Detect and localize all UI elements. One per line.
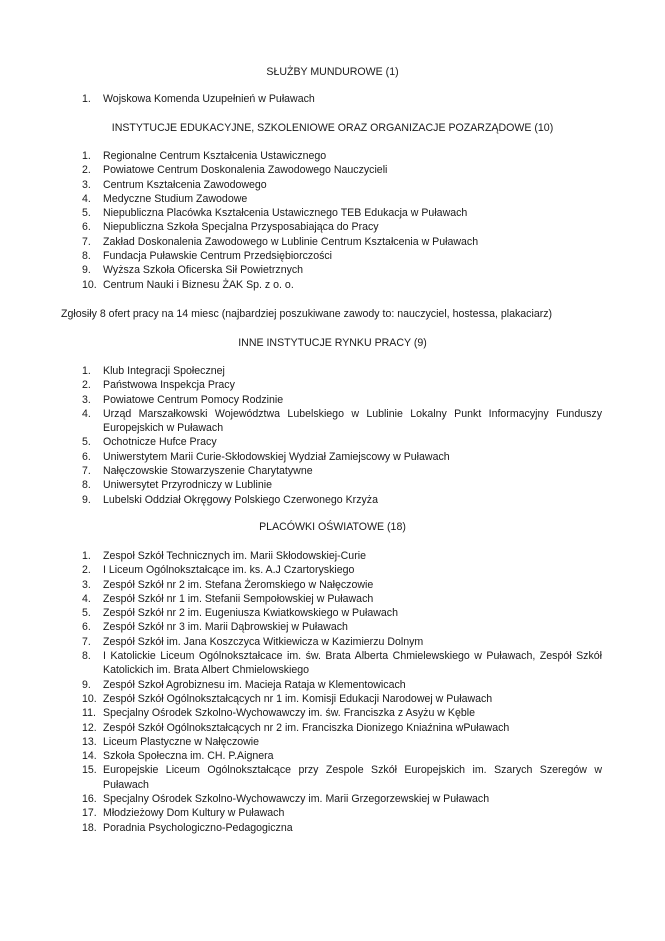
list-item: 1. Klub Integracji Społecznej [82,365,225,377]
section-heading-educational-institutions: INSTYTUCJE EDUKACYJNE, SZKOLENIOWE ORAZ ORGANIZACJE POZARZĄDOWE (10) [111,122,554,134]
list-item: 4. Medyczne Studium Zawodowe [82,192,248,205]
list-item: 15. Europejskie Liceum Ogólnokształcące przy Zespole Szkół Europejskich im. Szarych Szeregów w Puławach [82,764,602,791]
list-item: 9. Wyższa Szkoła Oficerska Sił Powietrznych [82,264,304,277]
list-item: 4. Zespół Szkół nr 1 im. Stefanii Sempołowskiej w Puławach [82,592,374,605]
list-item: 9. Lubelski Oddział Okręgowy Polskiego Czerwonego Krzyża [82,493,378,506]
list-item: 2. I Liceum Ogólnokształcące im. ks. A.J Czartoryskiego [82,564,355,577]
list-educational-facilities [82,549,602,835]
list-item: 16. Specjalny Ośrodek Szkolno-Wychowawczy im. Marii Grzegorzewskiej w Puławach [82,793,490,806]
list-item: 6. Zespół Szkół nr 3 im. Marii Dąbrowskiej w Puławach [82,621,348,634]
list-item: 7. Nałęczowskie Stowarzyszenie Charytatywne [82,465,313,478]
list-item: 3. Centrum Kształcenia Zawodowego [82,178,267,191]
list-item: 6. Uniwerstytem Marii Curie-Skłodowskiej Wydział Zamiejscowy w Puławach [82,450,450,463]
list-item: 8. Fundacja Puławskie Centrum Przedsiębiorczości [82,250,333,263]
list-item: 18. Poradnia Psychologiczno-Pedagogiczna [82,821,293,834]
list-item: 3. Powiatowe Centrum Pomocy Rodzinie [82,393,284,406]
list-labor-market-institutions [82,364,602,507]
list-item: 6. Niepubliczna Szkoła Specjalna Przysposabiająca do Pracy [82,221,379,234]
list-item: 2. Powiatowe Centrum Doskonalenia Zawodowego Nauczycieli [82,164,388,177]
section-heading-uniformed-services: SŁUŻBY MUNDUROWE (1) [266,66,399,78]
list-item: 1. Regionalne Centrum Kształcenia Ustawicznego [82,150,327,162]
list-item: 1. Zespoł Szkół Technicznych im. Marii Skłodowskiej-Curie [82,550,366,562]
list-educational-institutions [82,149,602,292]
list-item: 17. Młodzieżowy Dom Kultury w Puławach [82,807,285,820]
list-item: 10. Centrum Nauki i Biznesu ŻAK Sp. z o. o. [82,278,294,291]
list-item: 8. Uniwersytet Przyrodniczy w Lublinie [82,479,272,492]
list-item: 11. Specjalny Ośrodek Szkolno-Wychowawczy im. św. Franciszka z Asyżu w Kęble [82,707,475,720]
list-item: 7. Zespół Szkół im. Jana Koszczyca Witkiewicza w Kazimierzu Dolnym [82,635,424,648]
list-item: 8. I Katolickie Liceum Ogólnokształcace im. św. Brata Alberta Chmielewskiego w Puławach, Zespół Szkół Katolickich im. Brata Albert Chmielowskiego [82,650,602,677]
list-item: 13. Liceum Plastyczne w Nałęczowie [82,735,260,748]
list-item: 3. Zespół Szkół nr 2 im. Stefana Żeromskiego w Nałęczowie [82,578,374,591]
list-item: 12. Zespół Szkół Ogólnokształcących nr 2 im. Franciszka Dionizego Kniaźnina wPuławach [82,721,510,734]
list-item: 5. Niepubliczna Placówka Kształcenia Ustawicznego TEB Edukacja w Puławach [82,207,468,220]
list-item: 7. Zakład Doskonalenia Zawodowego w Lublinie Centrum Kształcenia w Puławach [82,235,479,248]
job-offers-note: Zgłosiły 8 ofert pracy na 14 miesc (najbardziej poszukiwane zawody to: nauczyciel, hostessa, plakaciarz) [61,308,553,320]
list-item: 2. Państwowa Inspekcja Pracy [82,379,235,392]
list-item: 10. Zespół Szkół Ogólnokształcących nr 1 im. Komisji Edukacji Narodowej w Puławach [82,692,493,705]
list-item: 4. Urząd Marszałkowski Województwa Lubelskiego w Lublinie Lokalny Punkt Informacyjny Funduszy Europejskich w Puławach [82,407,602,435]
list-item: 5. Ochotnicze Hufce Pracy [82,436,217,449]
list-uniformed-services [82,92,602,106]
list-item: 5. Zespół Szkół nr 2 im. Eugeniusza Kwiatkowskiego w Puławach [82,607,398,620]
list-item: 9. Zespół Szkoł Agrobiznesu im. Macieja Rataja w Klementowicach [82,678,406,691]
section-heading-labor-market-institutions: INNE INSTYTUCJE RYNKU PRACY (9) [238,337,427,349]
section-heading-educational-facilities: PLACÓWKI OŚWIATOWE (18) [259,521,406,533]
list-item: 1. Wojskowa Komenda Uzupełnień w Puławach [82,93,315,105]
list-item: 14. Szkoła Społeczna im. CH. P.Aignera [82,750,274,763]
